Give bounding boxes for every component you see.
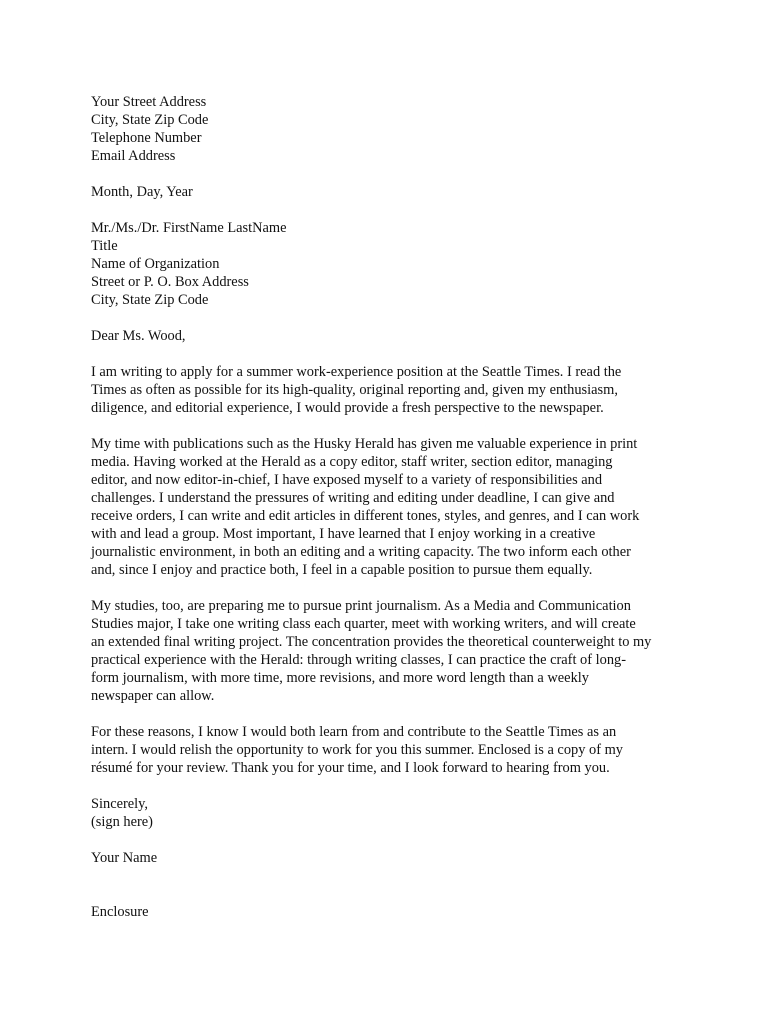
recipient-street: Street or P. O. Box Address: [91, 274, 249, 290]
paragraph-line: Times as often as possible for its high-quality, original reporting and, given my enthusiasm,: [91, 382, 618, 398]
paragraph-line: an extended final writing project. The concentration provides the theoretical counterweight to my: [91, 634, 652, 650]
sender-address: [91, 93, 691, 165]
salutation-block: [91, 327, 691, 345]
paragraph-line: with and lead a group. Most important, I have learned that I enjoy working in a creative: [91, 526, 596, 542]
paragraph-line: journalistic environment, in both an editing and a writing capacity. The two inform each other: [91, 544, 631, 560]
enclosure-note: Enclosure: [91, 904, 149, 920]
paragraph-line: receive orders, I can write and edit articles in different tones, styles, and genres, and I can work: [91, 508, 640, 524]
sender-city: City, State Zip Code: [91, 112, 209, 128]
letter-date-block: [91, 183, 691, 201]
paragraph-3: [91, 597, 691, 705]
paragraph-line: résumé for your review. Thank you for your time, and I look forward to hearing from you.: [91, 760, 610, 776]
paragraph-line: editor, and now editor-in-chief, I have exposed myself to a variety of responsibilities and: [91, 472, 603, 488]
paragraph-2: [91, 435, 691, 579]
signature-name: Your Name: [91, 850, 158, 866]
closing-block: [91, 795, 691, 831]
sender-street: Your Street Address: [91, 94, 207, 110]
paragraph-line: newspaper can allow.: [91, 688, 215, 704]
closing: Sincerely,: [91, 796, 149, 812]
salutation: Dear Ms. Wood,: [91, 328, 186, 344]
enclosure-block: [91, 903, 691, 921]
signature-block: [91, 849, 691, 867]
paragraph-line: diligence, and editorial experience, I would provide a fresh perspective to the newspaper.: [91, 400, 604, 416]
paragraph-line: My studies, too, are preparing me to pursue print journalism. As a Media and Communication: [91, 598, 631, 614]
paragraph-line: Studies major, I take one writing class each quarter, meet with working writers, and will create: [91, 616, 636, 632]
paragraph-line: I am writing to apply for a summer work-experience position at the Seattle Times. I read the: [91, 364, 622, 380]
paragraph-line: challenges. I understand the pressures of writing and editing under deadline, I can give and: [91, 490, 615, 506]
recipient-city: City, State Zip Code: [91, 292, 209, 308]
recipient-address: [91, 219, 691, 309]
paragraph-1: [91, 363, 691, 417]
paragraph-4: [91, 723, 691, 777]
cover-letter: [91, 93, 691, 921]
paragraph-line: and, since I enjoy and practice both, I feel in a capable position to pursue them equally.: [91, 562, 593, 578]
letter-date: Month, Day, Year: [91, 184, 193, 200]
paragraph-line: For these reasons, I know I would both learn from and contribute to the Seattle Times as an: [91, 724, 617, 740]
sender-email: Email Address: [91, 148, 176, 164]
paragraph-line: form journalism, with more time, more revisions, and more word length than a weekly: [91, 670, 589, 686]
recipient-organization: Name of Organization: [91, 256, 220, 272]
paragraph-line: My time with publications such as the Husky Herald has given me valuable experience in print: [91, 436, 638, 452]
sign-note: (sign here): [91, 814, 153, 830]
paragraph-line: practical experience with the Herald: through writing classes, I can practice the craft of long-: [91, 652, 627, 668]
recipient-name: Mr./Ms./Dr. FirstName LastName: [91, 220, 287, 236]
sender-phone: Telephone Number: [91, 130, 202, 146]
recipient-title: Title: [91, 238, 118, 254]
paragraph-line: intern. I would relish the opportunity to work for you this summer. Enclosed is a copy of my: [91, 742, 623, 758]
paragraph-line: media. Having worked at the Herald as a copy editor, staff writer, section editor, managing: [91, 454, 613, 470]
